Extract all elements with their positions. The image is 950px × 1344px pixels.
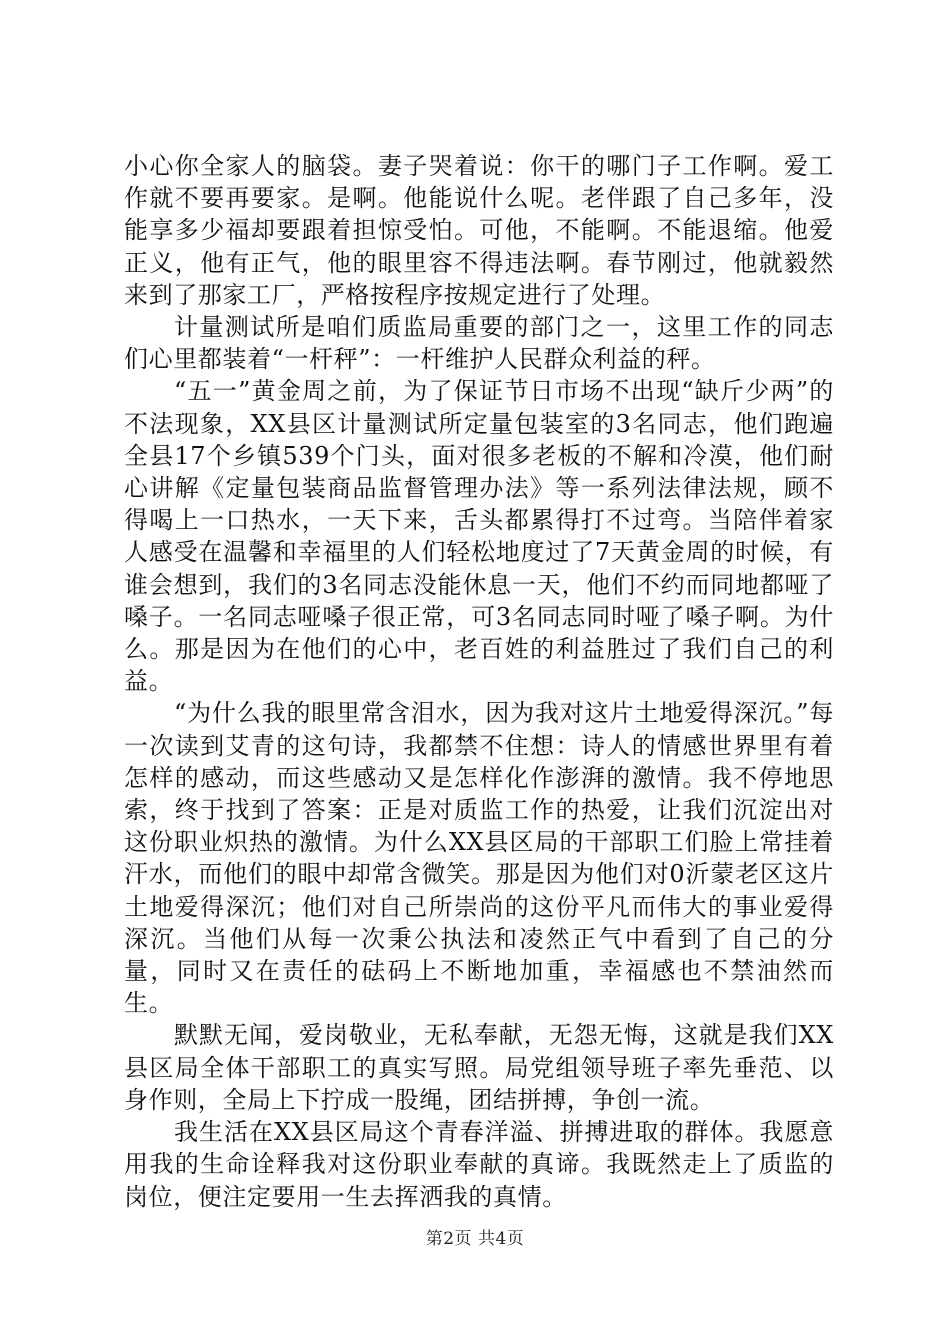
- paragraph-closing: 我生活在XX县区局这个青春洋溢、拼搏进取的群体。我愿意用我的生命诠释我对这份职业奉献的真谛。我既然走上了质监的岗位，便注定要用一生去挥洒我的真情。: [124, 1118, 834, 1211]
- paragraph-continuation: 小心你全家人的脑袋。妻子哭着说：你干的哪门子工作啊。爱工作就不要再要家。是啊。他能说什么呢。老伴跟了自己多年，没能享多少福却要跟着担惊受怕。可他，不能啊。不能退缩。他爱正义，他有正气，他的眼里容不得违法啊。春节刚过，他就毅然来到了那家工厂，严格按程序按规定进行了处理。: [124, 152, 834, 309]
- paragraph-metrology: 计量测试所是咱们质监局重要的部门之一，这里工作的同志们心里都装着“一杆秤”：一杆维护人民群众利益的秤。: [124, 313, 834, 374]
- page-number-footer: 第2页 共4页: [425, 1229, 525, 1249]
- paragraph-poem: “为什么我的眼里常含泪水，因为我对这片土地爱得深沉。”每一次读到艾青的这句诗，我都禁不住想：诗人的情感世界里有着怎样的感动，而这些感动又是怎样化作澎湃的激情。我不停地思索，终于找到了答案：正是对质监工作的热爱，让我们沉淀出对这份职业炽热的激情。为什么XX县区局的干部职工们脸上常挂着汗水，而他们的眼中却常含微笑。那是因为他们对0沂蒙老区这片土地爱得深沉；他们对自己所崇尚的这份平凡而伟大的事业爱得深沉。当他们从每一次秉公执法和凌然正气中看到了自己的分量，同时又在责任的砝码上不断地加重，幸福感也不禁油然而生。: [124, 699, 834, 1018]
- document-body: [124, 150, 834, 1213]
- paragraph-dedication: 默默无闻，爱岗敬业，无私奉献，无怨无悔，这就是我们XX县区局全体干部职工的真实写照。局党组领导班子率先垂范、以身作则，全局上下拧成一股绳，团结拼搏，争创一流。: [124, 1021, 834, 1114]
- paragraph-golden-week: “五一”黄金周之前，为了保证节日市场不出现“缺斤少两”的不法现象，XX县区计量测试所定量包装室的3名同志，他们跑遍全县17个乡镇539个门头，面对很多老板的不解和冷漠，他们耐心讲解《定量包装商品监督管理办法》等一系列法律法规，顾不得喝上一口热水，一天下来，舌头都累得打不过弯。当陪伴着家人感受在温馨和幸福里的人们轻松地度过了7天黄金周的时候，有谁会想到，我们的3名同志没能休息一天，他们不约而同地都哑了嗓子。一名同志哑嗓子很正常，可3名同志同时哑了嗓子啊。为什么。那是因为在他们的心中，老百姓的利益胜过了我们自己的利益。: [124, 377, 834, 696]
